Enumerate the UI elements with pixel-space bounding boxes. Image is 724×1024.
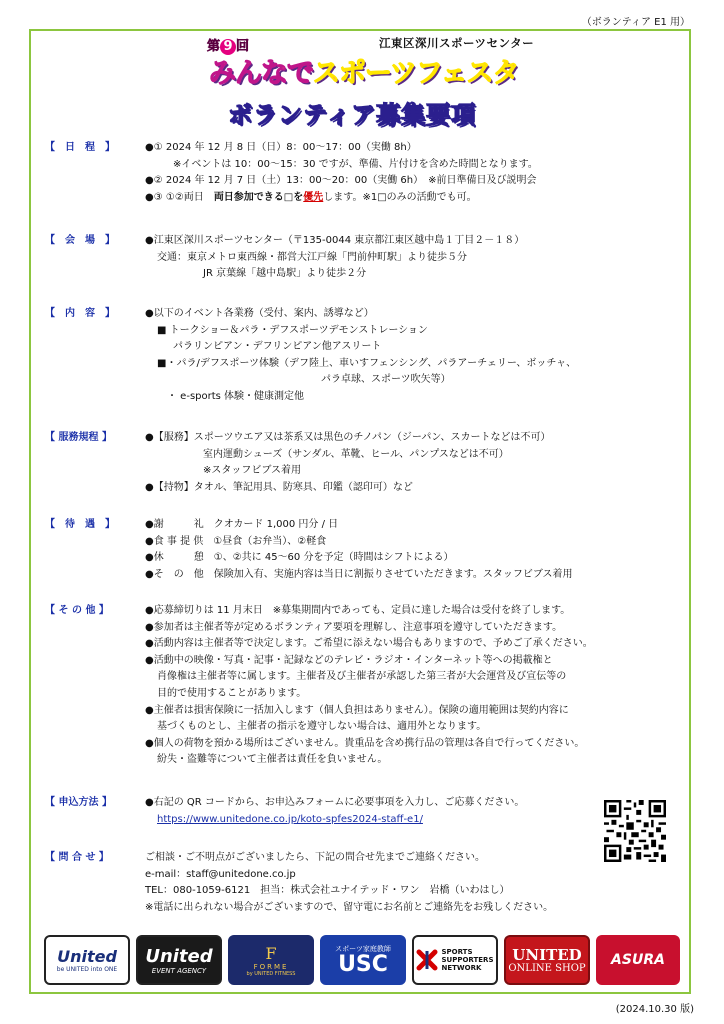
schedule-content	[145, 140, 685, 206]
sponsor-logos	[44, 935, 680, 989]
treatment-line: ●休 憩 ①、②共に 45～60 分を予定（時間はシフトによる）	[145, 552, 454, 564]
apply-label: 【 申込方法 】	[45, 797, 112, 808]
contact-line: ご相談・ご不明点がございましたら、下記の問合せ先までご連絡ください。	[145, 852, 485, 863]
recruit-title: ボランティア募集要項	[228, 101, 477, 129]
other-line: ●参加者は主催者等が定めるボランティア要項を理解し、注意事項を遵守していただきます。	[145, 621, 563, 633]
schedule-line: ●② 2024 年 12 月 7 日（土）13：00～20：00（実働 6h） ※前日準備日及び説明会	[145, 175, 537, 187]
priority-highlight: 優先	[303, 191, 324, 203]
treatment-content	[145, 517, 685, 583]
ssn-logo-line: NETWORK	[441, 964, 482, 972]
united-event-logo-text: United	[145, 945, 213, 967]
other-line: 肖像権は主催者等に属します。主催者及び主催者が承認した第三者が大会運営及び宣伝等の	[157, 671, 567, 683]
venue-content	[145, 233, 685, 283]
dress-code-line: ※スタッフビブス着用	[203, 465, 301, 477]
forme-logo-text: FORME	[253, 962, 289, 971]
online-shop-logo-sub: ONLINE SHOP	[508, 962, 586, 974]
ssn-logo-line: SPORTS	[441, 948, 473, 956]
application-url-link[interactable]: https://www.unitedone.co.jp/koto-spfes2024-staff-e1/	[157, 813, 423, 825]
schedule-line: ●① 2024 年 12 月 8 日（日）8：00～17：00（実働 8h）	[145, 142, 417, 153]
other-line: ●応募締切りは 11 月末日 ※募集期間内であっても、定員に達した場合は受付を終了します。	[145, 605, 571, 616]
organizer-title: 江東区深川スポーツセンター	[379, 36, 535, 50]
edition-prefix: 第	[207, 39, 221, 54]
sports-supporters-network-logo	[412, 935, 498, 985]
united-event-agency-logo	[136, 935, 222, 985]
dress-code-line: ●【持物】タオル、筆記用具、防寒具、印鑑（認印可）など	[145, 481, 413, 493]
content-line: ・ e-sports 体験・健康測定他	[167, 390, 305, 402]
contact-email: e-mail：staff@unitedone.co.jp	[145, 868, 296, 880]
forme-logo	[228, 935, 314, 985]
online-shop-logo-text: UNITED	[512, 945, 582, 964]
ssn-logo-line: SUPPORTERS	[441, 956, 494, 964]
schedule-label: 【 日 程 】	[45, 142, 115, 153]
usc-logo-text: USC	[338, 952, 388, 977]
contact-content	[145, 850, 685, 916]
asura-logo-text: ASURA	[611, 952, 665, 968]
document-tag: （ボランティア E1 用）	[581, 17, 690, 28]
united-one-logo-text: United	[57, 947, 117, 966]
festival-title-b: スポーツフェスタ	[313, 58, 519, 89]
usc-logo	[320, 935, 406, 985]
forme-logo-sub: by UNITED FITNESS	[246, 970, 296, 977]
festival-title-a: みんなで	[209, 58, 313, 89]
other-line: 基づくものとし、主催者の指示を遵守しない場合は、適用外となります。	[157, 721, 487, 733]
treatment-line: ●そ の 他 保険加入有、実施内容は当日に割振りさせていただきます。スタッフビブス着用	[145, 568, 573, 580]
content-line: パラリンピアン・デフリンピアン他アスリート	[173, 341, 382, 353]
usc-logo-top: スポーツ家庭教師	[335, 945, 391, 953]
united-event-logo-sub: EVENT AGENCY	[151, 966, 207, 975]
venue-line: ●江東区深川スポーツセンター（〒135-0044 東京都江東区越中島１丁目２－１８）	[145, 235, 525, 246]
asura-logo	[596, 935, 680, 985]
dress-code-line: 室内運動シューズ（サンダル、革靴、ヒール、パンプスなどは不可）	[203, 448, 509, 460]
header	[31, 31, 689, 146]
contact-label: 【 問 合 せ 】	[45, 852, 109, 863]
other-line: ●活動内容は主催者等で決定します。ご希望に添えない場合もありますので、予めご了承ください。	[145, 638, 593, 650]
other-line: ●主催者は損害保険に一括加入します（個人負担はありません）。保険の適用範囲は契約内容に	[145, 704, 569, 716]
schedule-line	[145, 190, 685, 207]
ssn-mark-icon	[416, 949, 438, 971]
other-line: 紛失・盗難等について主催者は責任を負いません。	[157, 754, 388, 766]
dress-code-label: 【 服務規程 】	[45, 432, 112, 443]
forme-logo-mark: F	[265, 943, 277, 963]
dress-code-content	[145, 430, 685, 496]
schedule-text: ●③ ①②両日	[145, 191, 214, 203]
festival-title	[209, 51, 519, 90]
edition-suffix: 回	[236, 39, 250, 54]
dress-code-line: ●【服務】スポーツウエア又は茶系又は黒色のチノパン（ジーパン、スカートなどは不可）	[145, 432, 551, 443]
other-label: 【 そ の 他 】	[45, 605, 109, 616]
united-one-logo	[44, 935, 130, 985]
schedule-bold-text: 両日参加できる□を	[213, 191, 304, 203]
other-line: ●活動中の映像・写真・記事・記録などのテレビ・ラジオ・インターネット等への掲載権と	[145, 654, 553, 666]
contact-line: ※電話に出られない場合がございますので、留守電にお名前とご連絡先をお残しください。	[145, 901, 554, 913]
content-line: パラ卓球、スポーツ吹矢等）	[321, 374, 451, 386]
other-line: 目的で使用することがあります。	[157, 687, 307, 699]
version-date: (2024.10.30 版)	[615, 1004, 694, 1015]
treatment-line: ●謝 礼 クオカード 1,000 円分 / 日	[145, 519, 339, 530]
content-label: 【 内 容 】	[45, 308, 115, 319]
content-line: ●以下のイベント各業務（受付、案内、誘導など）	[145, 308, 374, 319]
schedule-line: ※イベントは 10：00～15：30 ですが、準備、片付けを含めた時間となります。	[173, 158, 538, 170]
content-content	[145, 306, 685, 406]
united-one-logo-sub: be UNITED into ONE	[56, 966, 118, 973]
apply-line: ●右記の QR コードから、お申込みフォームに必要事項を入力し、ご応募ください。	[145, 797, 525, 808]
content-line: ■ トークショー＆パラ・デフスポーツデモンストレーション	[157, 324, 428, 336]
edition-number: 9	[220, 39, 236, 55]
venue-line: JR 京葉線「越中島駅」より徒歩２分	[203, 268, 367, 280]
united-online-shop-logo	[504, 935, 590, 985]
venue-label: 【 会 場 】	[45, 235, 115, 246]
treatment-label: 【 待 遇 】	[45, 519, 115, 530]
contact-phone: TEL：080-1059-6121 担当：株式会社ユナイテッド・ワン 岩橋（いわはし）	[145, 885, 510, 897]
venue-line: 交通：東京メトロ東西線・都営大江戸線「門前仲町駅」より徒歩５分	[157, 251, 467, 263]
schedule-text: します。※1□のみの活動でも可。	[323, 191, 477, 203]
other-line: ●個人の荷物を預かる場所はございません。貴重品を含め携行品の管理は各自で行ってください。	[145, 737, 585, 749]
document-frame	[29, 29, 691, 994]
other-content	[145, 603, 685, 769]
content-line: ■・パラ/デフスポーツ体験（デフ陸上、車いすフェンシング、パラアーチェリー、ボッチャ、	[157, 357, 577, 369]
treatment-line: ●食 事 提 供 ①昼食（お弁当）、②軽食	[145, 535, 327, 547]
